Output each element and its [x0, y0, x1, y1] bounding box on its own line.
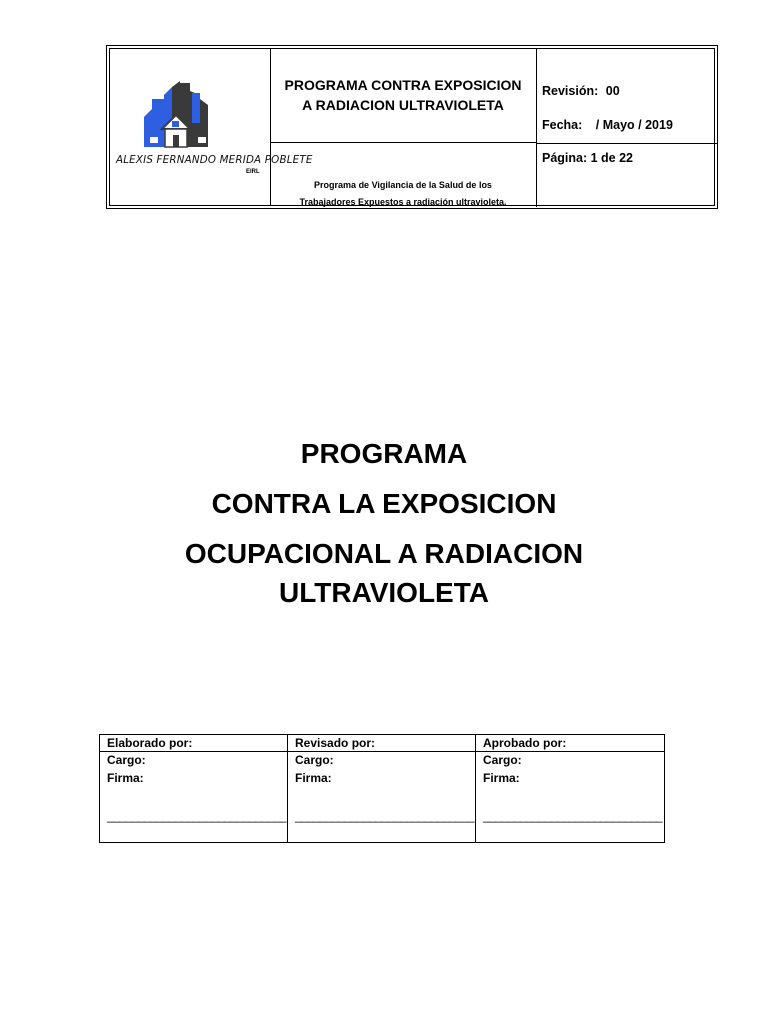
fecha-value: / Mayo / 2019: [595, 118, 673, 132]
signature-header: Revisado por:: [288, 735, 475, 752]
fecha-label: Fecha:: [542, 118, 583, 132]
signature-header: Aprobado por:: [476, 735, 664, 752]
header-title-line2: A RADIACION ULTRAVIOLETA: [302, 97, 504, 113]
cargo-label: Cargo:: [107, 753, 146, 767]
document-header: [106, 45, 718, 209]
main-title-line4: ULTRAVIOLETA: [279, 577, 489, 608]
signature-column-elaborado: [100, 735, 288, 842]
main-title-line2: CONTRA LA EXPOSICION: [211, 488, 557, 519]
header-subtitle: [270, 143, 537, 207]
signature-column-aprobado: [476, 735, 664, 842]
header-subtitle-line2: Trabajadores Expuestos a radiación ultravioleta.: [299, 197, 507, 207]
signature-column-revisado: [288, 735, 476, 842]
signature-table: [99, 734, 665, 843]
signature-line: _____________________________: [295, 809, 475, 823]
fecha-row: [542, 118, 673, 132]
revision-value: 00: [605, 84, 620, 98]
company-suffix: EIRL: [246, 169, 260, 175]
cargo-label: Cargo:: [483, 753, 522, 767]
meta-divider: [537, 143, 718, 144]
header-subtitle-line1: Programa de Vigilancia de la Salud de los: [314, 180, 492, 190]
main-title-line3: OCUPACIONAL A RADIACION: [184, 538, 584, 569]
logo-cell: [110, 49, 313, 205]
firma-label: Firma:: [295, 771, 332, 785]
pagina-text: Página: 1 de 22: [542, 151, 634, 165]
header-meta: [537, 49, 718, 205]
revision-row: [542, 84, 620, 98]
header-title-line1: PROGRAMA CONTRA EXPOSICION: [284, 77, 522, 93]
signature-line: _____________________________: [483, 809, 663, 823]
signature-header: Elaborado por:: [100, 735, 287, 752]
header-title: [270, 49, 537, 143]
company-logo-buildings-icon: [114, 77, 234, 157]
main-title-line1: PROGRAMA: [300, 438, 468, 469]
company-name: ALEXIS FERNANDO MERIDA POBLETE: [116, 154, 313, 166]
signature-line: _____________________________: [107, 809, 287, 823]
revision-label: Revisión:: [542, 84, 599, 98]
cargo-label: Cargo:: [295, 753, 334, 767]
firma-label: Firma:: [483, 771, 520, 785]
firma-label: Firma:: [107, 771, 144, 785]
